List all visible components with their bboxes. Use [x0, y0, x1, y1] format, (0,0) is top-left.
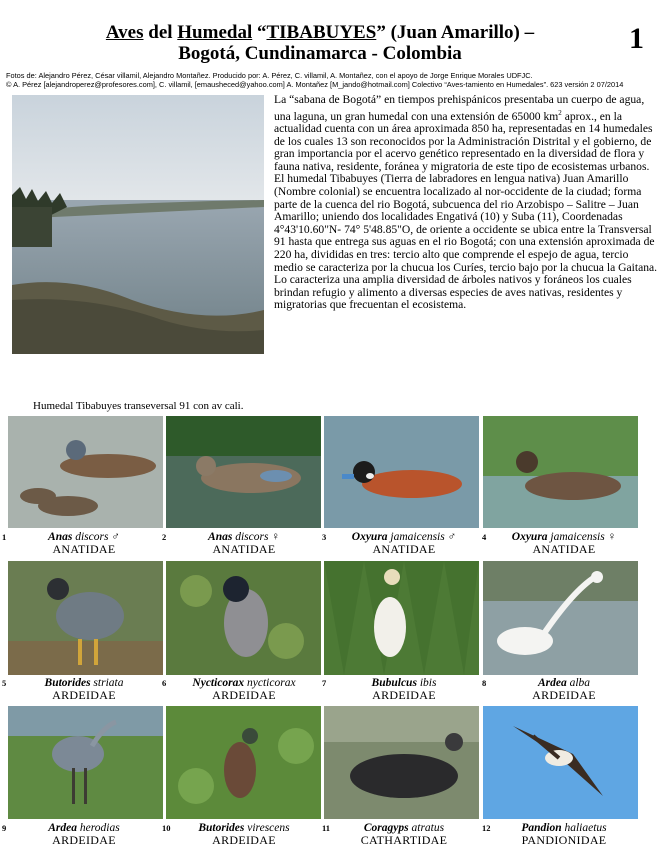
- sex-symbol: ♂: [447, 531, 457, 543]
- page-number: 1: [629, 22, 644, 55]
- species: nycticorax: [247, 677, 296, 689]
- title-line-2: Bogotá, Cundinamarca - Colombia: [178, 43, 462, 64]
- label-11: [324, 822, 484, 846]
- sex-symbol: ♀: [271, 531, 280, 543]
- title-humedal: Humedal: [177, 22, 253, 43]
- species: discors: [235, 531, 269, 543]
- family: CATHARTIDAE: [360, 833, 448, 847]
- intro-p1-a: La “sabana de Bogotá” en tiempos prehispánicos presentaba un cuerpo de agua, una laguna, un gran humedal con una extensión de 65000 km: [274, 93, 645, 123]
- species: ibis: [419, 677, 437, 689]
- species: herodias: [79, 822, 120, 834]
- label-number: 9: [2, 823, 7, 833]
- page-title: [40, 22, 600, 64]
- species: jamaicensis: [550, 531, 605, 543]
- credits-line-2: © A. Pérez [alejandroperez@profesores.com], C. villamil, [emausheced@yahoo.com] A. Montañez [M_jando@hotmail.com] Colectivo “Aves-tamiento en Humedales”. 623 versión 2 07/2014: [6, 80, 624, 89]
- label-number: 4: [482, 532, 487, 542]
- label-7: [322, 677, 487, 702]
- photo-ardea-herodias: [8, 706, 163, 819]
- genus: Nycticorax: [192, 677, 245, 689]
- genus: Oxyura: [511, 531, 548, 543]
- genus: Butorides: [44, 677, 91, 689]
- genus: Anas: [208, 531, 233, 543]
- title-quote-open: “: [252, 22, 267, 43]
- label-8: [484, 677, 644, 701]
- genus: Pandion: [521, 822, 562, 834]
- label-10: [164, 822, 324, 846]
- sex-symbol: ♀: [607, 531, 617, 543]
- genus: Butorides: [198, 822, 245, 834]
- title-tibabuyes: TIBABUYES: [266, 22, 377, 43]
- species: haliaetus: [564, 822, 607, 834]
- intro-p1-sup: 2: [558, 108, 562, 117]
- label-number: 8: [482, 678, 487, 688]
- family: ANATIDAE: [532, 542, 596, 556]
- family: ANATIDAE: [372, 542, 436, 556]
- genus: Anas: [48, 531, 73, 543]
- genus: Bubulcus: [371, 677, 417, 689]
- label-6: [162, 677, 327, 702]
- genus: Oxyura: [351, 531, 388, 543]
- genus: Ardea: [537, 677, 567, 689]
- photo-oxyura-male: [324, 416, 479, 528]
- title-aves: Aves: [105, 22, 144, 43]
- family: ARDEIDAE: [372, 688, 436, 702]
- label-number: 2: [162, 532, 167, 542]
- genus: Ardea: [48, 822, 78, 834]
- label-9: [4, 822, 164, 846]
- title-line-1: [40, 22, 600, 43]
- hero-caption: Humedal Tibabuyes transeversal 91 con av cali.: [33, 400, 244, 412]
- credits-line-1: Fotos de: Alejandro Pérez, César villamil, Alejandro Montañez. Producido por: A. Pérez, C. villamil, A. Montañez, con el apoyo de Jorge Enrique Morales UDFJC.: [6, 71, 533, 80]
- label-12: [484, 822, 644, 846]
- label-number: 12: [482, 823, 491, 833]
- photo-coragyps-atratus: [324, 706, 479, 819]
- label-number: 1: [2, 532, 7, 542]
- photo-butorides-striata: [8, 561, 163, 675]
- species: alba: [569, 677, 591, 689]
- species: striata: [93, 677, 124, 689]
- intro-paragraph-1: [274, 94, 659, 173]
- credits: [6, 71, 666, 89]
- label-number: 3: [322, 532, 327, 542]
- photo-nycticorax: [166, 561, 321, 675]
- family: ARDEIDAE: [52, 833, 116, 847]
- title-del: del: [143, 22, 178, 43]
- intro-text: [274, 94, 659, 312]
- hero-photo-wetland: [12, 95, 264, 354]
- species: atratus: [411, 822, 445, 834]
- family: ARDEIDAE: [212, 833, 276, 847]
- species: discors: [75, 531, 109, 543]
- photo-pandion-haliaetus: [483, 706, 638, 819]
- title-rest: ” (Juan Amarillo) –: [376, 22, 535, 43]
- family: ARDEIDAE: [532, 688, 596, 702]
- label-number: 11: [322, 823, 331, 833]
- family: PANDIONIDAE: [521, 833, 607, 847]
- label-1: [2, 531, 167, 556]
- family: ARDEIDAE: [52, 688, 116, 702]
- photo-anas-discors-female: [166, 416, 321, 528]
- label-number: 10: [162, 823, 171, 833]
- label-number: 6: [162, 678, 167, 688]
- intro-p1-b: aprox., en la actualidad cuenta con un área aproximada 850 ha, representadas en 14 humedales de los cuales 13 son reconocidos por la Administración Distrital y el gobierno, de gran importancia por el acervo genético representado en la diversidad de flora y fauna nativa, residente, foránea y migratoria de este tipo de ecosistemas urbanos.: [274, 109, 653, 173]
- genus: Coragyps: [363, 822, 409, 834]
- sex-symbol: ♂: [111, 531, 120, 543]
- label-4: [484, 531, 644, 555]
- intro-paragraph-2: El humedal Tibabuyes (Tierra de labradores en lengua nativa) Juan Amarillo (Nombre colonial) se encuentra localizado al nor-occidente de la ciudad; forma parte de la cuenca del rio Bogotá, subcuenca del rio Arzobispo – Salitre – Juan Amarillo; uniendo dos localidades Engativá (10) y Suba (11), Coordenadas 4°43'10.60"N- 74° 5'48.85"O, de oriente a occidente se ubica entre la Transversal 91 hasta que entrega sus aguas en el rio Bogotá; con una extensión aproximada de 220 ha, divididas en tres: tercio alto que comprende el espejo de agua, tercio medio se caracteriza por la chucua los Curíes, tercio bajo por la chucua la Gaitana. Lo caracteriza una amplia diversidad de árboles nativos y foráneos los cuales brindan refugio y alimento a diversas especies de aves nativas, residentes y migratorias que frecuentan el ecosistema.: [274, 172, 658, 312]
- family: ARDEIDAE: [212, 688, 276, 702]
- species: jamaicensis: [390, 531, 445, 543]
- photo-oxyura-female: [483, 416, 638, 528]
- label-number: 7: [322, 678, 327, 688]
- family: ANATIDAE: [52, 542, 116, 556]
- label-3: [322, 531, 487, 556]
- photo-anas-discors-male: [8, 416, 163, 528]
- photo-butorides-virescens: [166, 706, 321, 819]
- family: ANATIDAE: [212, 542, 276, 556]
- photo-bubulcus-ibis: [324, 561, 479, 675]
- species: virescens: [247, 822, 290, 834]
- label-number: 5: [2, 678, 7, 688]
- photo-ardea-alba: [483, 561, 638, 675]
- label-5: [2, 677, 167, 702]
- label-2: [162, 531, 327, 556]
